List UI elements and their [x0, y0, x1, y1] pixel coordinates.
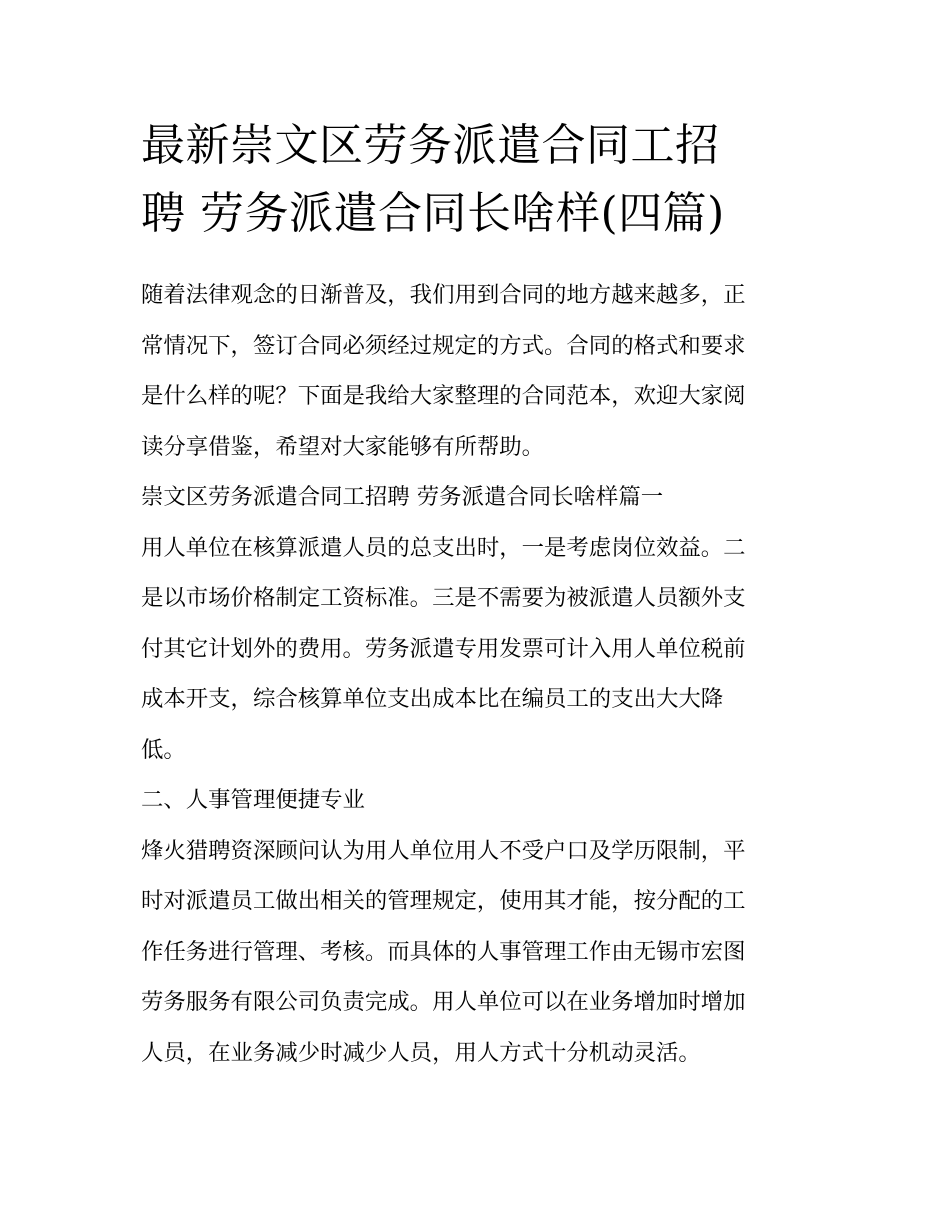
paragraph-line: 读分享借鉴，希望对大家能够有所帮助。: [141, 433, 545, 460]
paragraph-line: 作任务进行管理、考核。而具体的人事管理工作由无锡市宏图: [141, 938, 746, 965]
body-paragraph: [141, 523, 813, 776]
body-paragraph: [141, 826, 813, 1079]
title-line: 最新崇文区劳务派遣合同工招: [141, 120, 720, 171]
subsection-heading: [141, 775, 813, 826]
paragraph-line: 低。: [141, 736, 186, 763]
paragraph-line: 是以市场价格制定工资标准。三是不需要为被派遣人员额外支: [141, 585, 746, 611]
section-heading: [141, 472, 813, 523]
document-content: [141, 112, 813, 1078]
section-heading-line: 崇文区劳务派遣合同工招聘 劳务派遣合同长啥样篇一: [141, 484, 664, 510]
paragraph-line: 常情况下，签订合同必须经过规定的方式。合同的格式和要求: [141, 332, 746, 359]
document-title: [141, 112, 813, 248]
paragraph-line: 烽火猎聘资深顾问认为用人单位用人不受户口及学历限制，平: [141, 837, 746, 864]
paragraph-line: 人员，在业务减少时减少人员，用人方式十分机动灵活。: [141, 1039, 701, 1066]
paragraph-line: 用人单位在核算派遣人员的总支出时，一是考虑岗位效益。二: [141, 534, 746, 561]
paragraph-line: 随着法律观念的日渐普及，我们用到合同的地方越来越多，正: [141, 282, 746, 308]
intro-paragraph: [141, 270, 813, 472]
subsection-heading-line: 二、人事管理便捷专业: [141, 787, 365, 813]
paragraph-line: 劳务服务有限公司负责完成。用人单位可以在业务增加时增加: [141, 989, 746, 1015]
title-line: 聘 劳务派遣合同长啥样(四篇): [141, 188, 725, 239]
paragraph-line: 是什么样的呢？下面是我给大家整理的合同范本，欢迎大家阅: [141, 383, 746, 409]
paragraph-line: 付其它计划外的费用。劳务派遣专用发票可计入用人单位税前: [141, 635, 746, 662]
paragraph-line: 时对派遣员工做出相关的管理规定，使用其才能，按分配的工: [141, 888, 746, 914]
paragraph-line: 成本开支，综合核算单位支出成本比在编员工的支出大大降: [141, 686, 724, 712]
